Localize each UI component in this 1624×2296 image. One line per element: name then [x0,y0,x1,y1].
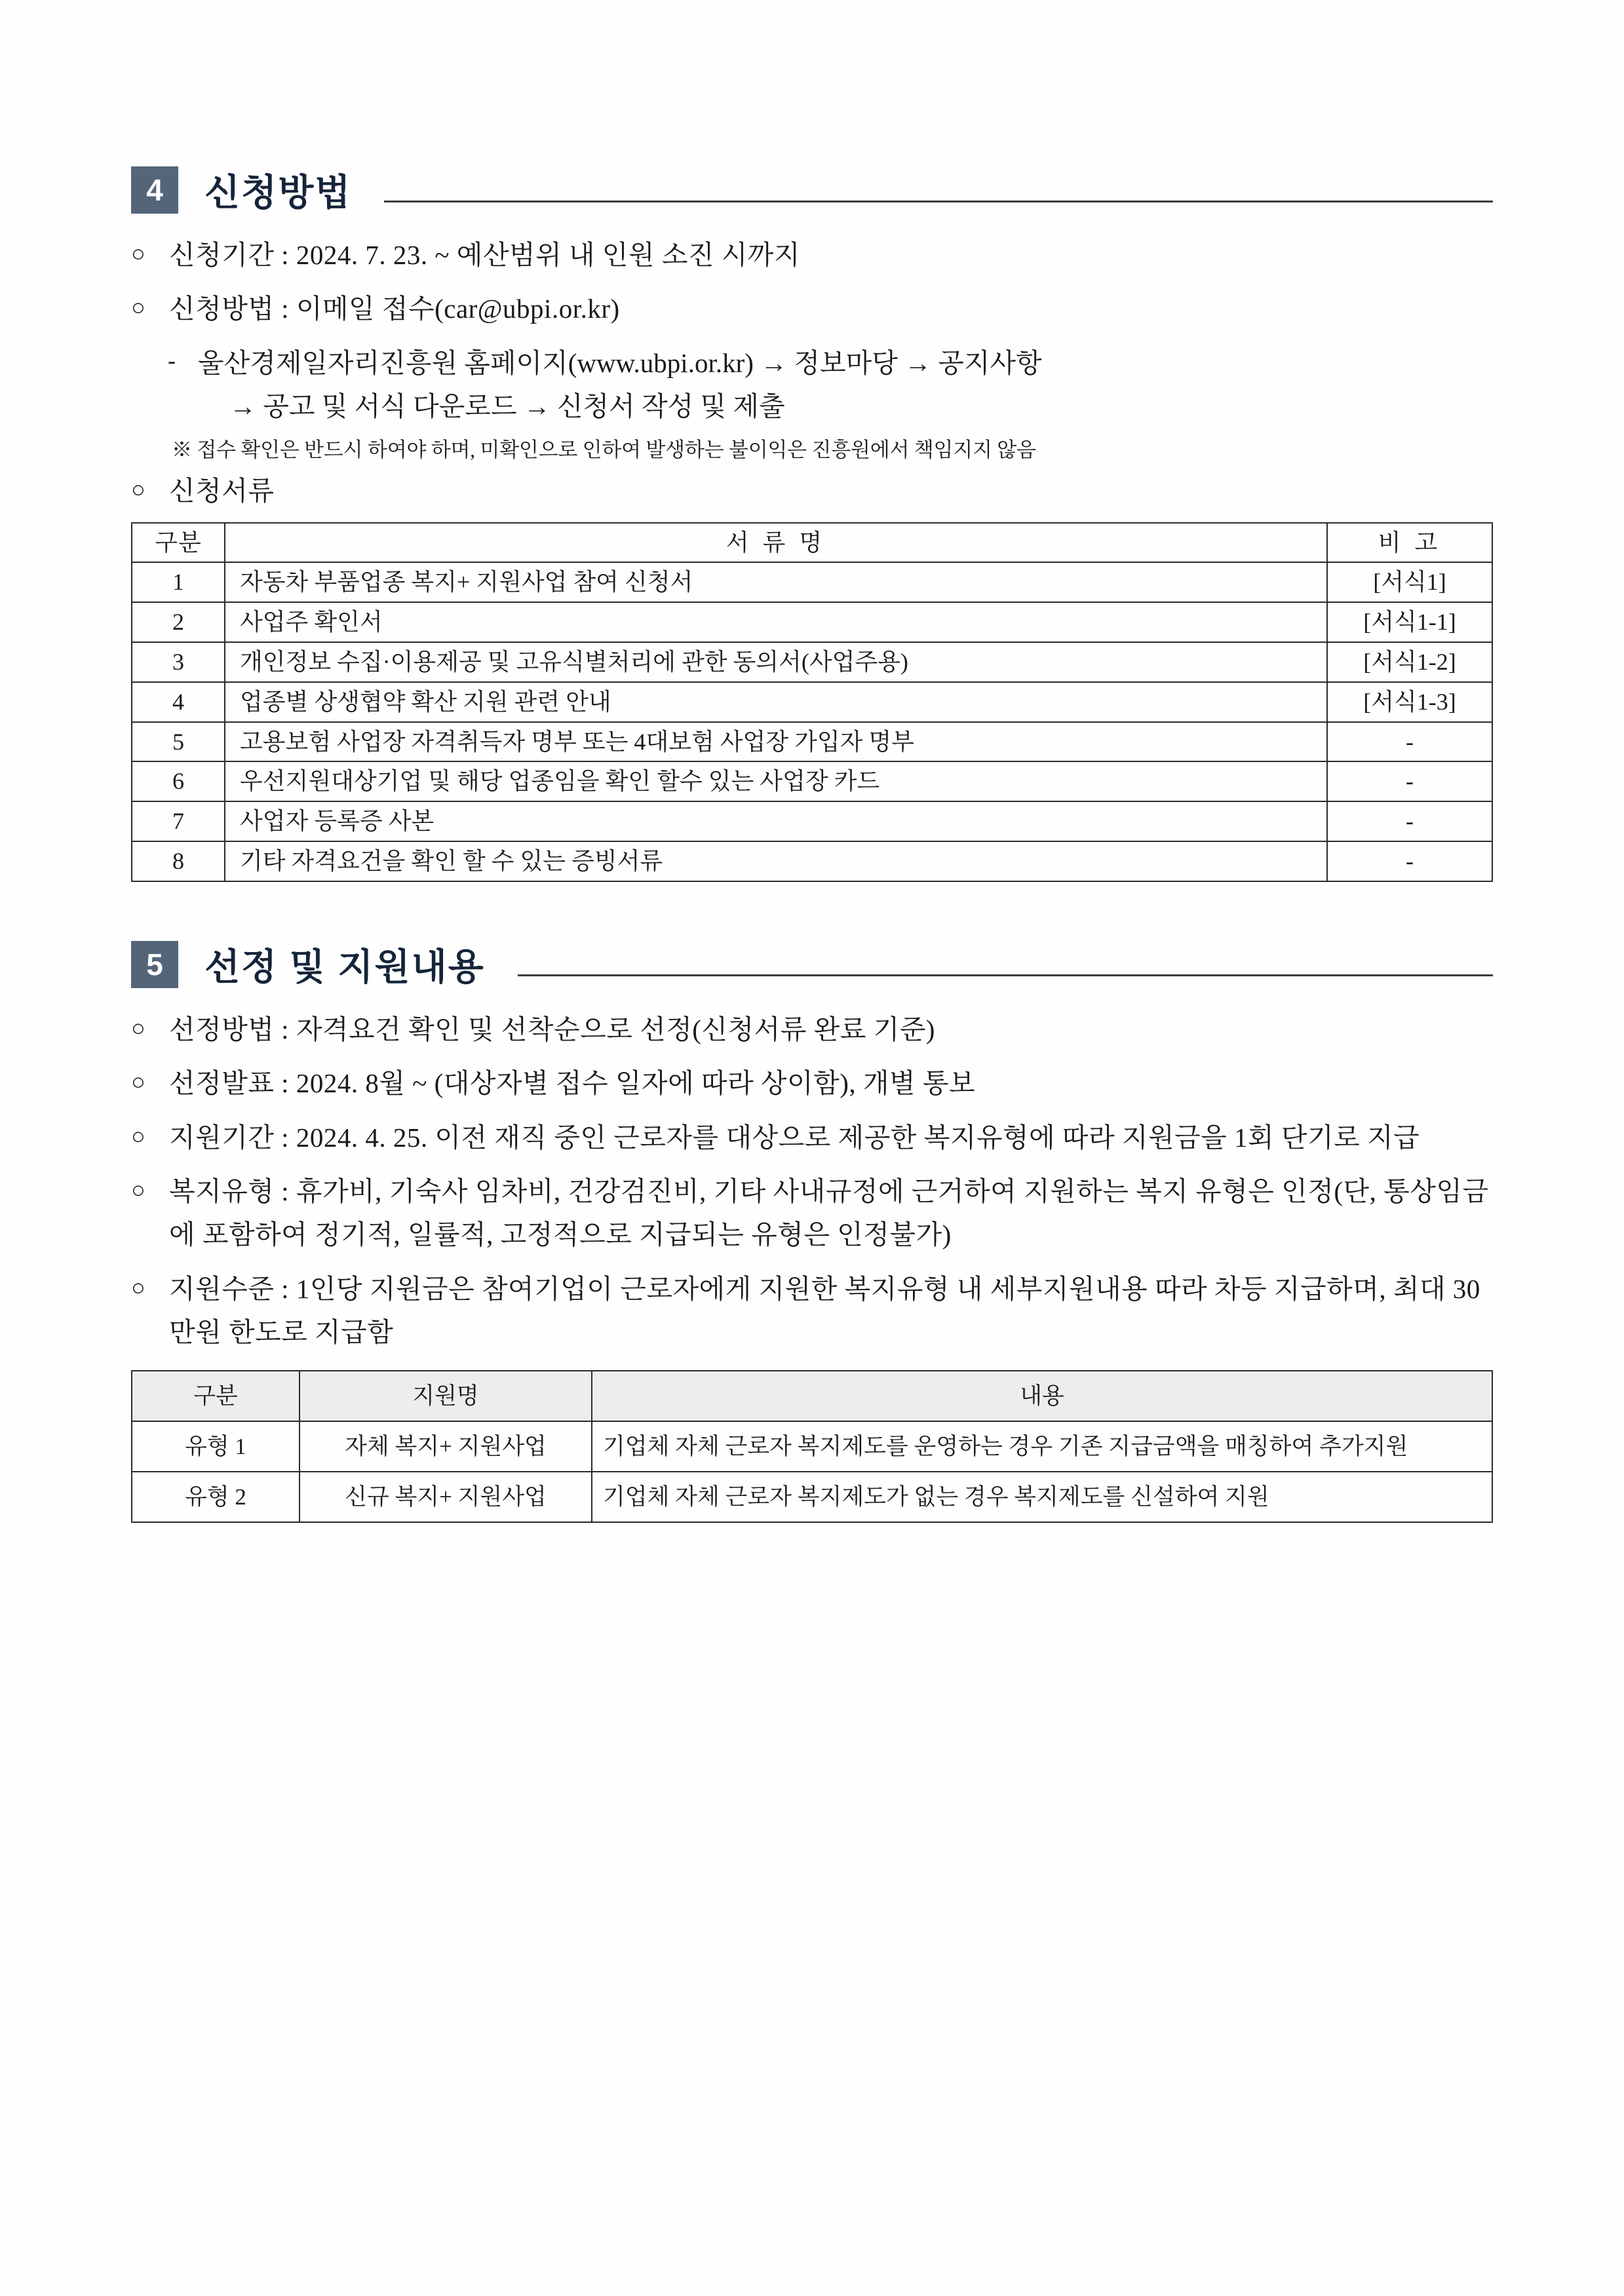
cell-document-name: 업종별 상생협약 확산 지원 관련 안내 [225,682,1327,722]
cell-program: 신규 복지+ 지원사업 [300,1472,592,1522]
bullet-marker: ○ [131,1274,145,1301]
cell-remarks: [서식1-2] [1327,642,1492,682]
table-row [132,642,1492,682]
section-4-title: 신청방법 [204,172,352,213]
cell-document-name: 개인정보 수집·이용제공 및 고유식별처리에 관한 동의서(사업주용) [225,642,1327,682]
bullet-text: 선정방법 : 자격요건 확인 및 선착순으로 선정(신청서류 완료 기준) [169,1014,935,1044]
bullet-text: 지원수준 : 1인당 지원금은 참여기업이 근로자에게 지원한 복지유형 내 세부지원내용 따라 차등 지급하며, 최대 30만원 한도로 지급함 [169,1273,1480,1348]
bullet-selection-method [131,1008,1493,1051]
table-row [132,841,1492,881]
cell-program: 자체 복지+ 지원사업 [300,1421,592,1472]
cell-no: 2 [132,602,225,642]
table-row [132,801,1492,841]
section-spacer [131,882,1493,938]
bullet-welfare-type [131,1170,1493,1257]
section-4-number: 4 [131,166,178,214]
bullet-marker: ○ [131,1069,145,1096]
table-row [132,722,1492,762]
cell-no: 7 [132,801,225,841]
bullet-text: 선정발표 : 2024. 8월 ~ (대상자별 접수 일자에 따라 상이함), 개별 통보 [169,1068,976,1099]
column-header-no: 구분 [132,523,225,563]
bullet-marker: ○ [131,1176,145,1203]
section-5-heading [131,938,1493,991]
bullet-support-period [131,1116,1493,1159]
section-4-rule [384,201,1493,202]
cell-type: 유형 2 [132,1472,300,1522]
table-header-row [132,523,1492,563]
table-row [132,1472,1492,1522]
bullet-text: 신청방법 : 이메일 접수(car@ubpi.or.kr) [169,294,620,324]
required-documents-table [131,522,1493,882]
bullet-marker: ○ [131,294,145,321]
cell-document-name: 사업자 등록증 사본 [225,801,1327,841]
cell-content: 기업체 자체 근로자 복지제도가 없는 경우 복지제도를 신설하여 지원 [592,1472,1492,1522]
bullet-text: 신청서류 [169,476,275,507]
cell-document-name: 고용보험 사업장 자격취득자 명부 또는 4대보험 사업장 가입자 명부 [225,722,1327,762]
cell-remarks: [서식1-1] [1327,602,1492,642]
bullet-marker: ○ [131,1014,145,1041]
column-header-document-name: 서 류 명 [225,523,1327,563]
bullet-text: 지원기간 : 2024. 4. 25. 이전 재직 중인 근로자를 대상으로 제공한 복지유형에 따라 지원금을 1회 단기로 지급 [169,1122,1420,1153]
note-receipt-confirmation: ※ 접수 확인은 반드시 하여야 하며, 미확인으로 인하여 발생하는 불이익은 진흥원에서 책임지지 않음 [172,438,1036,461]
cell-document-name: 자동차 부품업종 복지+ 지원사업 참여 신청서 [225,562,1327,602]
cell-remarks: [서식1] [1327,562,1492,602]
section-5-number: 5 [131,941,178,988]
bullet-support-level [131,1267,1493,1354]
support-types-table [131,1370,1493,1523]
bullet-application-period [131,233,1493,277]
bullet-marker: ○ [131,1122,145,1149]
table-row [132,562,1492,602]
cell-remarks: - [1327,801,1492,841]
sub-bullet-line-1: 울산경제일자리진흥원 홈페이지(www.ubpi.or.kr) → 정보마당 → 공지사항 [198,347,1042,378]
cell-remarks: [서식1-3] [1327,682,1492,722]
cell-document-name: 사업주 확인서 [225,602,1327,642]
cell-type: 유형 1 [132,1421,300,1472]
column-header-remarks: 비 고 [1327,523,1492,563]
cell-no: 8 [132,841,225,881]
cell-no: 4 [132,682,225,722]
bullet-selection-announcement [131,1062,1493,1105]
section-5-rule [518,974,1493,976]
column-header-content: 내용 [592,1371,1492,1421]
cell-no: 1 [132,562,225,602]
table-row [132,682,1492,722]
bullet-application-method [131,287,1493,330]
cell-document-name: 우선지원대상기업 및 해당 업종임을 확인 할수 있는 사업장 카드 [225,761,1327,801]
section-5-bullets [131,1008,1493,1354]
bullet-required-documents [131,469,1493,512]
bullet-marker: ○ [131,476,145,503]
cell-remarks: - [1327,761,1492,801]
cell-no: 6 [132,761,225,801]
table-row [132,1421,1492,1472]
section-4-bullets [131,233,1493,513]
section-5-title: 선정 및 지원내용 [204,946,485,987]
cell-remarks: - [1327,722,1492,762]
table-row [132,761,1492,801]
cell-remarks: - [1327,841,1492,881]
sub-bullet-marker: - [168,347,176,373]
table-row [132,602,1492,642]
table-header-row [132,1371,1492,1421]
bullet-marker: ○ [131,240,145,267]
cell-no: 5 [132,722,225,762]
column-header-program: 지원명 [300,1371,592,1421]
section-4-heading [131,164,1493,216]
cell-no: 3 [132,642,225,682]
sub-bullet-line-2: → 공고 및 서식 다운로드 → 신청서 작성 및 제출 [229,391,785,422]
cell-document-name: 기타 자격요건을 확인 할 수 있는 증빙서류 [225,841,1327,881]
column-header-type: 구분 [132,1371,300,1421]
bullet-text: 복지유형 : 휴가비, 기숙사 임차비, 건강검진비, 기타 사내규정에 근거하여 지원하는 복지 유형은 인정(단, 통상임금에 포함하여 정기적, 일률적, 고정적으로 지급되는 유형은 인정불가) [169,1176,1489,1250]
bullet-text: 신청기간 : 2024. 7. 23. ~ 예산범위 내 인원 소진 시까지 [169,240,801,270]
sub-bullet-website-path [168,341,1493,429]
cell-content: 기업체 자체 근로자 복지제도를 운영하는 경우 기존 지급금액을 매칭하여 추가지원 [592,1421,1492,1472]
